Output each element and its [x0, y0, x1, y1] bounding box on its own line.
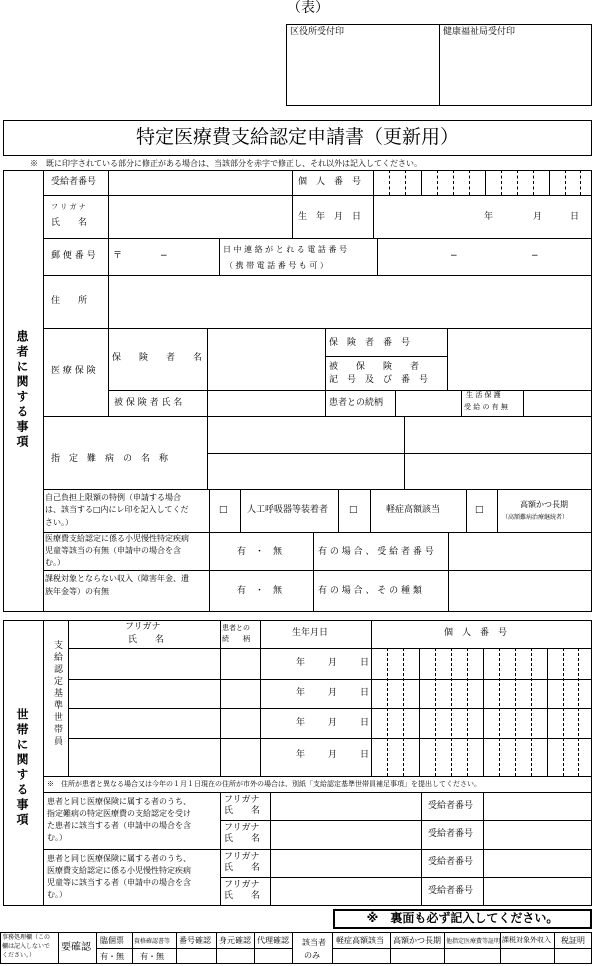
sc1-furigana: フリガナ [224, 852, 260, 862]
office-label-1: 事務処理欄（この [2, 934, 51, 941]
birth-month: 月 [533, 212, 543, 222]
child-recipient-label: 有 の 場 合 、 受 給 者 番 号 [318, 547, 434, 557]
income-label-1: 課税対象とならない収入（障害年金、遺 [45, 574, 189, 583]
si2-name: 氏 名 [224, 834, 261, 844]
health-bureau-stamp-label: 健康福祉局受付印 [443, 27, 516, 37]
personal-number-label: 個 人 番 号 [298, 177, 362, 187]
ventilator-label: 人工呼吸器等装着者 [247, 505, 329, 515]
required-check-label: 要確認 [61, 942, 91, 953]
postal-dash: − [160, 251, 168, 261]
member2-year: 年 [296, 688, 306, 698]
applicable-label-2: のみ [304, 951, 320, 960]
birth-year: 年 [484, 212, 494, 222]
furigana-label: フ リ ガ ナ [51, 203, 86, 211]
insured-name-label: 被 保 険 者 氏 名 [114, 398, 183, 408]
same-child-label-4: む。） [47, 890, 67, 899]
same-child-label-1: 患者と同じ医療保険に属する者のうち、 [47, 854, 191, 863]
insurer-number-label: 保 険 者 番 号 [329, 338, 411, 348]
medical-insurance-label: 医 療 保 険 [51, 366, 96, 376]
member1-month: 月 [328, 658, 338, 668]
name-label: 氏 名 [51, 218, 88, 228]
notice: ※ 既に印字されている部分に修正がある場合は、当該部分を赤字で修正し、それ以外は記入してください。 [30, 159, 422, 168]
high-long-label-2: （高額難病治療継続者） [502, 514, 569, 521]
office-tax-cert-label: 税証明 [561, 936, 585, 945]
birth-day: 日 [570, 212, 580, 222]
side-label: （表） [287, 0, 329, 16]
member2-day: 日 [360, 688, 370, 698]
clinical-value: 有・無 [100, 952, 124, 961]
member2-month: 月 [328, 688, 338, 698]
member-birthdate-header: 生年月日 [292, 628, 329, 638]
insured-number-label-2: 記 号 及 び 番 号 [329, 375, 429, 385]
member-name-header: 氏 名 [128, 635, 165, 645]
office-label-2: 欄は記入しないで [2, 943, 51, 950]
member-personal-number-header: 個 人 番 号 [444, 628, 508, 638]
address-label: 住 所 [51, 296, 88, 306]
copay-label-1: 自己負担上限額の特例（申請する場合 [45, 493, 181, 502]
number-check-label: 番号確認 [179, 936, 211, 945]
copay-label-2: は、該当する□内にレ印を記入してくだ [45, 505, 189, 514]
high-long-checkbox[interactable]: □ [475, 505, 484, 515]
child-label-3: む。） [45, 558, 65, 567]
member3-day: 日 [360, 718, 370, 728]
patient-section-label: 患者に関する事項 [15, 330, 29, 450]
mild-high-cost-label: 軽症高額該当 [386, 505, 441, 515]
office-high-long-label: 高額かつ長期 [393, 936, 441, 945]
disease-name-label: 指 定 難 病 の 名 称 [51, 454, 169, 464]
si2-recipient-label: 受給者番号 [428, 829, 474, 839]
member4-month: 月 [328, 750, 338, 760]
child-yes-no[interactable]: 有 ・ 無 [237, 547, 283, 557]
member4-day: 日 [360, 750, 370, 760]
postal-label: 郵 便 番 号 [51, 251, 96, 261]
si2-furigana: フリガナ [224, 823, 260, 833]
relation-label: 患者との続柄 [329, 398, 384, 408]
phone-label: 日 中 連 絡 が と れ る 電 話 番 号 [223, 245, 347, 254]
office-mild-label: 軽症高額該当 [336, 936, 384, 945]
ward-office-stamp-label: 区役所受付印 [290, 27, 345, 37]
sc2-furigana: フリガナ [224, 880, 260, 890]
insurer-name-label: 保 険 者 名 [112, 353, 203, 363]
sc2-recipient-label: 受給者番号 [428, 886, 474, 896]
same-child-label-3: 児童等に該当する者（申請中の場合を含 [47, 878, 191, 887]
qualification-label: 資格確認書等 [134, 938, 171, 945]
same-insurance-label-4: む。） [47, 833, 67, 842]
phone-dash-1: − [450, 251, 458, 261]
same-insurance-label-1: 患者と同じ医療保険に属する者のうち、 [47, 797, 191, 806]
child-label-2: 児童等該当の有無（申請中の場合を含 [45, 546, 181, 555]
proxy-check-label: 代理確認 [257, 936, 289, 945]
welfare-label-1: 生 活 保 護 [466, 391, 501, 399]
identity-check-label: 身元確認 [219, 936, 251, 945]
member3-month: 月 [328, 718, 338, 728]
office-designated-label: 他指定医療費等証明 [446, 938, 501, 945]
mild-high-cost-checkbox[interactable]: □ [349, 505, 358, 515]
member1-year: 年 [296, 658, 306, 668]
same-child-label-2: 医療費支給認定に係る小児慢性特定疾病 [47, 866, 191, 875]
copay-label-3: さい。） [45, 518, 73, 527]
income-yes-no[interactable]: 有 ・ 無 [237, 586, 283, 596]
income-type-label: 有 の 場 合 、 そ の 種 類 [318, 586, 422, 596]
qualification-value: 有・無 [140, 952, 164, 961]
income-label-2: 族年金等）の有無 [45, 587, 109, 596]
si1-name: 氏 名 [224, 806, 261, 816]
phone-dash-2: − [531, 251, 539, 261]
recipient-number-label: 受給者番号 [51, 177, 97, 187]
member4-year: 年 [296, 750, 306, 760]
same-insurance-label-3: た患者に該当する者（申請中の場合を含 [47, 821, 191, 830]
member3-year: 年 [296, 718, 306, 728]
high-long-label-1: 高額かつ長期 [520, 500, 568, 509]
office-label-3: ください。） [2, 952, 36, 959]
insured-number-label-1: 被 保 険 者 [329, 362, 420, 372]
household-members-label: 支給認定基準世帯員 [52, 640, 62, 748]
mobile-ok-label: （ 携 帯 電 話 番 号 も 可 ） [225, 261, 328, 270]
postal-mark: 〒 [113, 251, 123, 261]
back-notice: ※ 裏面も必ず記入してください。 [366, 911, 559, 925]
same-insurance-label-2: 指定難病の特定医療費の支給認定を受け [47, 809, 191, 818]
applicable-label-1: 該当者 [302, 938, 326, 947]
ventilator-checkbox[interactable]: □ [219, 505, 228, 515]
si1-recipient-label: 受給者番号 [428, 801, 474, 811]
member-relation-header-1: 患者との [222, 624, 250, 632]
sc2-name: 氏 名 [224, 891, 261, 901]
sc1-name: 氏 名 [224, 863, 261, 873]
member1-day: 日 [360, 658, 370, 668]
birthdate-label: 生 年 月 日 [298, 212, 362, 222]
household-note: ※ 住所が患者と異なる場合又は今年の１月１日現在の住所が市外の場合は、別紙「支給認定基準世帯員補足事項」を提出してください。 [47, 780, 481, 788]
office-tax-income-label: 課税対象外収入 [502, 936, 551, 944]
si1-furigana: フリガナ [224, 795, 260, 805]
form-title: 特定医療費支給認定申請書（更新用） [135, 126, 459, 148]
member-relation-header-2: 続 柄 [222, 635, 250, 643]
sc1-recipient-label: 受給者番号 [428, 857, 474, 867]
child-label-1: 医療費支給認定に係る小児慢性特定疾病 [45, 534, 189, 543]
clinical-label: 臨個票 [100, 936, 124, 945]
welfare-label-2: 受 給 の 有 無 [464, 403, 508, 411]
household-section-label: 世帯に関する事項 [15, 708, 29, 828]
member-furigana-header: フリガナ [125, 622, 161, 632]
